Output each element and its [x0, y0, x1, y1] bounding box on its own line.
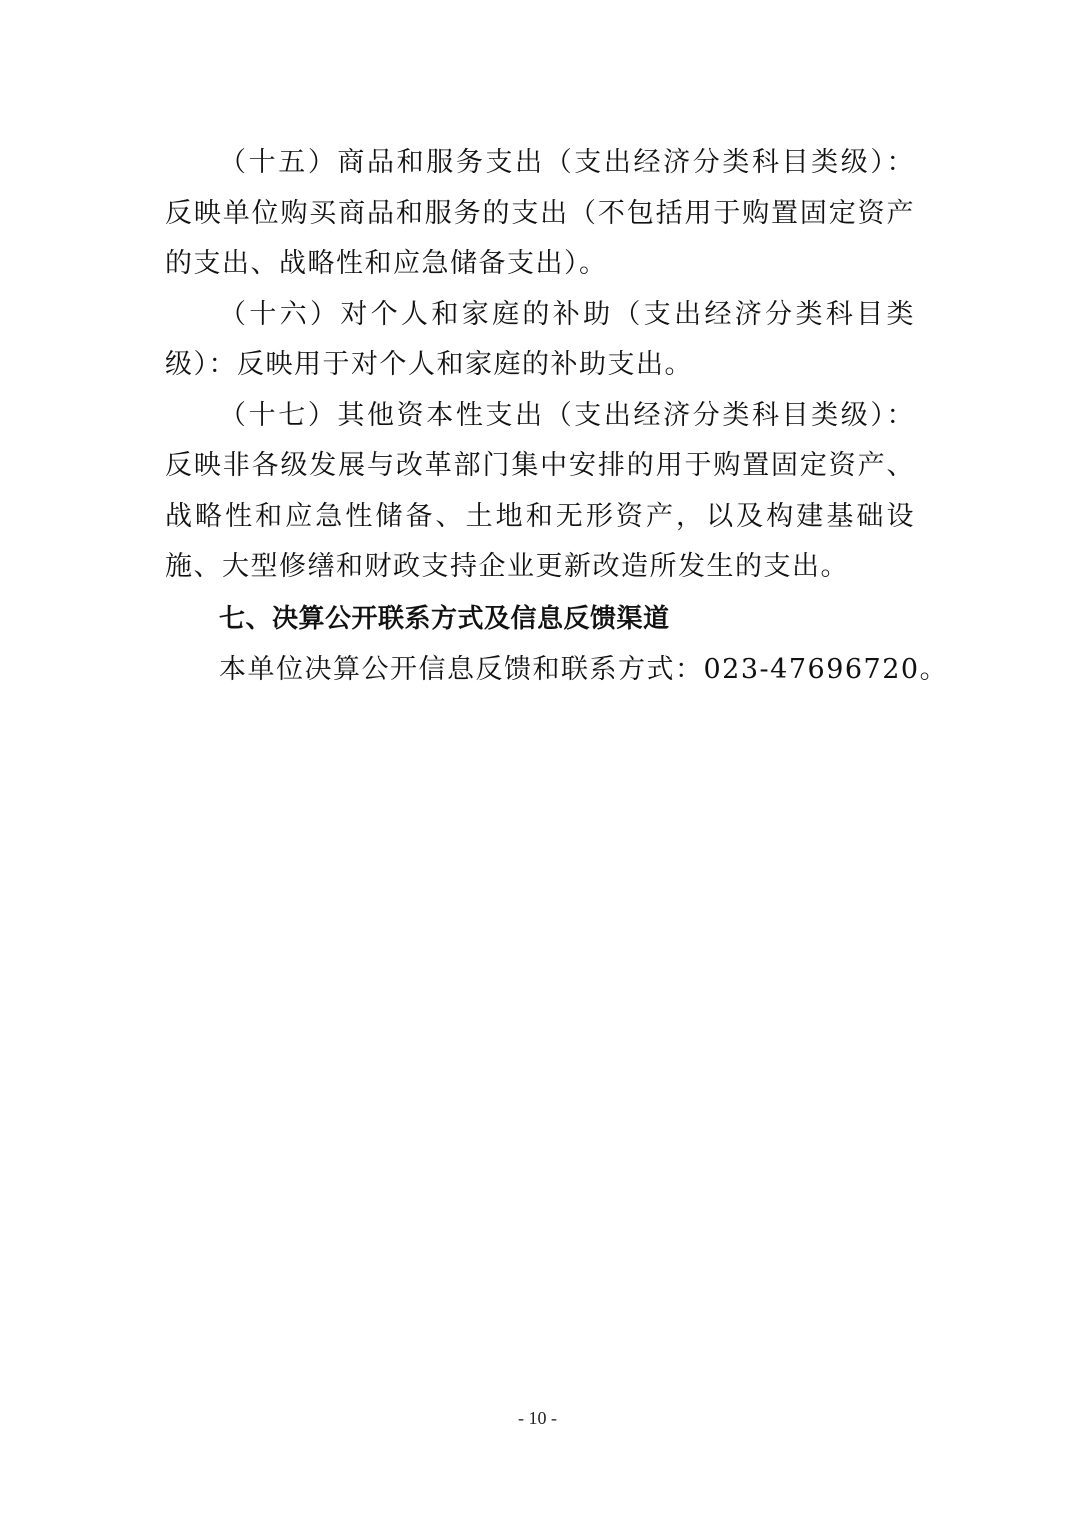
paragraph-item-16: （十六）对个人和家庭的补助（支出经济分类科目类级）：反映用于对个人和家庭的补助支出。 — [165, 298, 915, 380]
section-heading: 七、决算公开联系方式及信息反馈渠道 — [219, 603, 670, 634]
page-body — [165, 138, 949, 695]
contact-info: 本单位决算公开信息反馈和联系方式：023-47696720。 — [219, 653, 949, 685]
paragraph-item-17: （十七）其他资本性支出（支出经济分类科目类级）：反映非各级发展与改革部门集中安排的用于购置固定资产、战略性和应急性储备、土地和无形资产，以及构建基础设施、大型修缮和财政支持企业更新改造所发生的支出。 — [165, 399, 915, 582]
paragraph-item-15: （十五）商品和服务支出（支出经济分类科目类级）：反映单位购买商品和服务的支出（不包括用于购置固定资产的支出、战略性和应急储备支出）。 — [165, 147, 915, 279]
page-number: - 10 - — [518, 1408, 557, 1428]
